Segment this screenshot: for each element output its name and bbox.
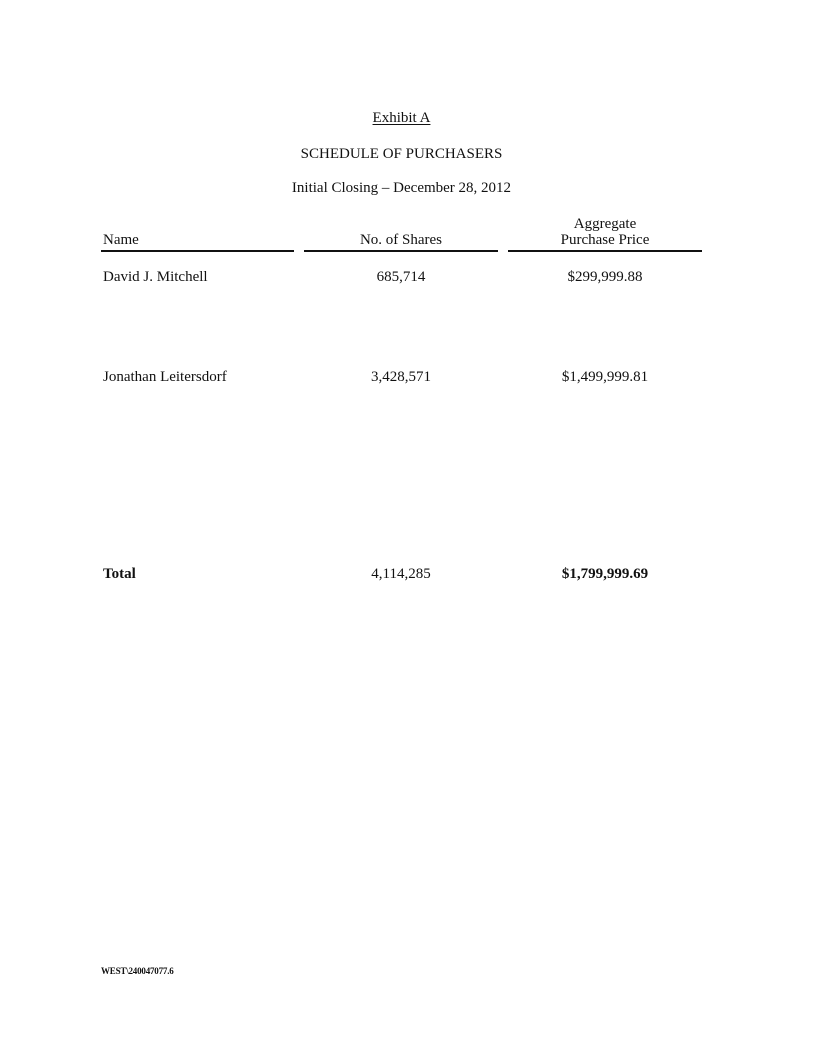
column-header-price [508, 216, 702, 248]
table-row-shares: 3,428,571 [371, 369, 431, 385]
table-row-price: $299,999.88 [567, 269, 643, 285]
table-row-price: $1,499,999.81 [561, 369, 649, 385]
column-header-name: Name [103, 232, 139, 248]
document-id-footer: WEST\240047077.6 [101, 966, 174, 976]
schedule-title: SCHEDULE OF PURCHASERS [300, 146, 503, 162]
total-price: $1,799,999.69 [561, 566, 649, 582]
column-header-price-line1: Aggregate [573, 216, 637, 232]
header-rule-shares [304, 250, 498, 252]
table-row-name: David J. Mitchell [103, 269, 208, 285]
header-rule-name [101, 250, 294, 252]
table-row-shares: 685,714 [376, 269, 426, 285]
closing-date-line: Initial Closing – December 28, 2012 [291, 180, 512, 196]
header-rule-price [508, 250, 702, 252]
total-label: Total [103, 566, 136, 582]
column-header-price-line2: Purchase Price [560, 232, 650, 248]
table-row-name: Jonathan Leitersdorf [103, 369, 227, 385]
exhibit-title: Exhibit A [372, 110, 431, 126]
column-header-shares: No. of Shares [359, 232, 443, 248]
total-shares: 4,114,285 [371, 566, 431, 582]
